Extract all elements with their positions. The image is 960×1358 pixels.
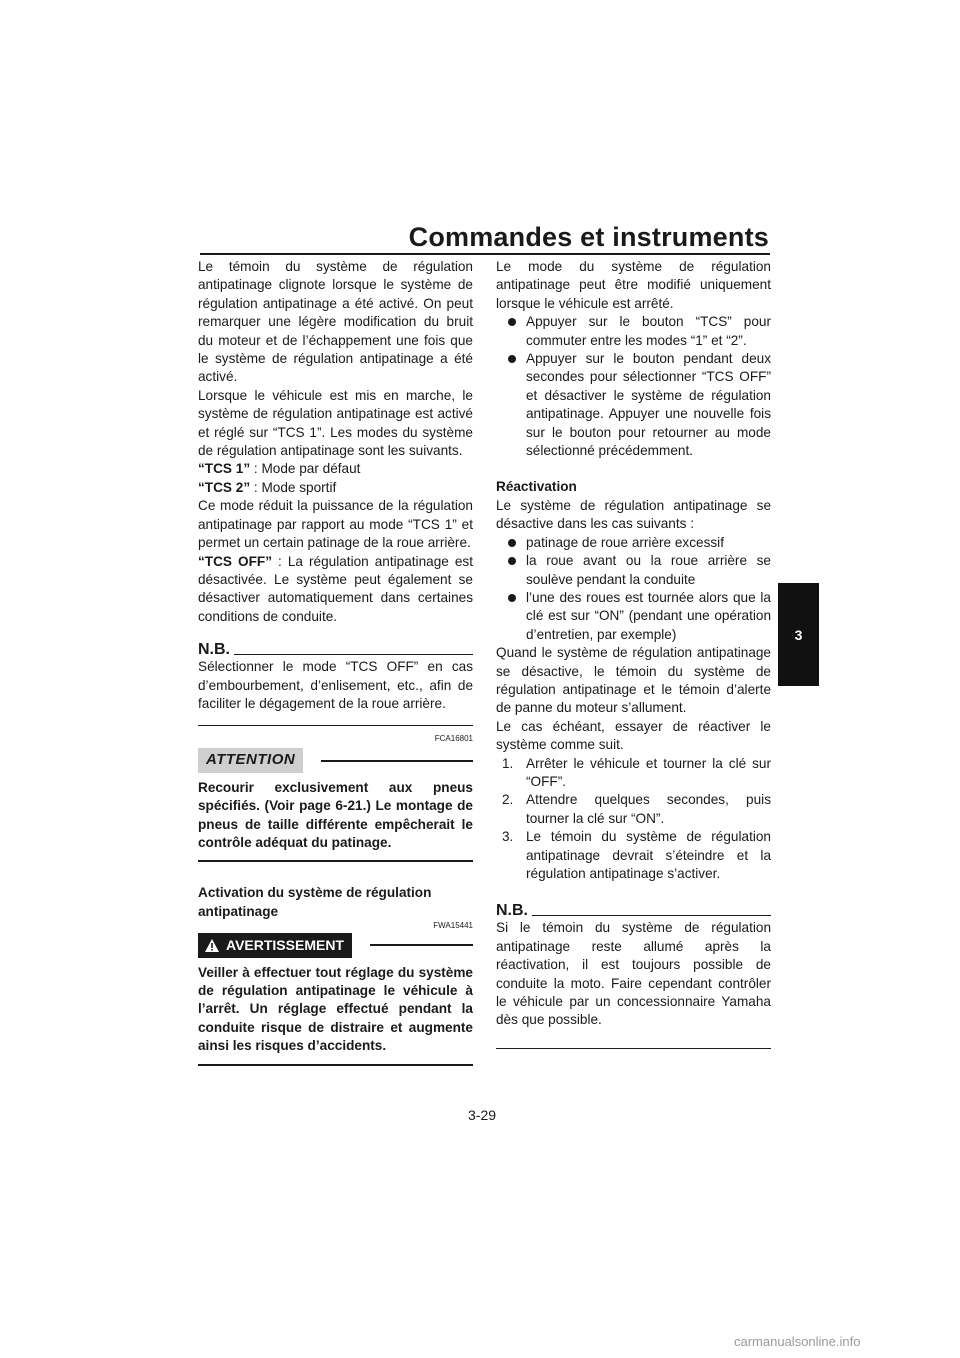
- list-item: la roue avant ou la roue arrière se soulève pendant la conduite: [496, 552, 771, 589]
- warning-triangle-icon: [204, 938, 220, 953]
- warning-code: FWA15441: [433, 921, 473, 931]
- step-item: 3. Le témoin du système de régulation antipatinage devrait s’éteindre et la régulation antipatinage s’activer.: [502, 829, 771, 881]
- nb-text: Si le témoin du système de régulation antipatinage reste allumé après la réactivation, il est toujours possible de conduite la moto. Faire cependant contrôler le véhicule par un concessionnaire Yamaha dès que possible.: [496, 920, 771, 1028]
- nb-label: N.B.: [198, 641, 230, 659]
- nb-end-rule: [496, 1048, 771, 1049]
- mode-label: “TCS 2”: [198, 479, 251, 495]
- paragraph: Le cas échéant, essayer de réactiver le système comme suit.: [496, 718, 771, 753]
- nb-rule: [532, 915, 771, 916]
- paragraph: Quand le système de régulation antipatinage se désactive, le témoin du système de régulation antipatinage et le témoin d’alerte de panne du moteur s’allument.: [496, 645, 771, 716]
- bullet-icon: [508, 318, 516, 326]
- chapter-tab: 3: [778, 583, 819, 686]
- attention-code: FCA16801: [434, 734, 473, 744]
- paragraph: Le témoin du système de régulation antipatinage clignote lorsque le système de régulation antipatinage a été activé. On peut remarquer une légère modification du bruit du moteur et de l’échappement une fois que le système de régulation antipatinage a été activé.: [198, 259, 473, 385]
- attention-end-rule: [198, 860, 473, 862]
- paragraph: Lorsque le véhicule est mis en marche, le système de régulation antipatinage est activé et réglé sur “TCS 1”. Les modes du système de régulation antipatinage sont les suivants.: [198, 387, 473, 459]
- warning-label: AVERTISSEMENT: [226, 937, 344, 954]
- list-item: l’une des roues est tournée alors que la clé est sur “ON” (pendant une opération d’entretien, par exemple): [496, 589, 771, 644]
- attention-badge: ATTENTION: [198, 748, 303, 772]
- nb-end-rule: [198, 725, 473, 726]
- mode-text: : Mode par défaut: [250, 461, 361, 477]
- bullet-icon: [508, 355, 516, 363]
- nb-label: N.B.: [496, 902, 528, 920]
- warning-rule: [370, 944, 473, 946]
- bullet-icon: [508, 557, 516, 565]
- bullet-icon: [508, 594, 516, 602]
- section-heading-activation: Activation du système de régulation antipatinage: [198, 885, 432, 919]
- nb-heading: [198, 636, 473, 658]
- header-rule: [200, 253, 770, 255]
- right-column: [496, 258, 771, 1049]
- warning-end-rule: [198, 1064, 473, 1066]
- warning-text: Veiller à effectuer tout réglage du système de régulation antipatinage le véhicule à l’arrêt. Un réglage effectué pendant la conduite risque de distraire et augmente ainsi les risques d’accidents.: [198, 964, 473, 1054]
- warning-heading: [198, 933, 473, 957]
- paragraph: Ce mode réduit la puissance de la régulation antipatinage par rapport au mode “TCS 1” et permet un certain patinage de la roue arrière.: [198, 498, 473, 551]
- paragraph: Le système de régulation antipatinage se désactive dans les cas suivants :: [496, 497, 771, 532]
- attention-heading: [198, 748, 473, 772]
- attention-rule: [321, 760, 473, 762]
- list-item: patinage de roue arrière excessif: [496, 534, 771, 552]
- footer-watermark: carmanualsonline.info: [734, 1334, 861, 1349]
- page-number: 3-29: [468, 1107, 497, 1123]
- paragraph: Le mode du système de régulation antipatinage peut être modifié uniquement lorsque le véhicule est arrêté.: [496, 259, 771, 311]
- bullet-icon: [508, 539, 516, 547]
- step-item: 2. Attendre quelques secondes, puis tourner la clé sur “ON”.: [502, 792, 771, 826]
- nb-heading: [496, 897, 771, 919]
- mode-tcs1: [198, 460, 473, 478]
- reactivation-steps: [496, 755, 771, 884]
- list-item: Appuyer sur le bouton pendant deux secondes pour sélectionner “TCS OFF” et désactiver le système de régulation antipatinage. Appuyer une nouvelle fois sur le bouton pour retourner au mode sélectionné précédemment.: [496, 350, 771, 460]
- mode-tcs2: [198, 479, 473, 497]
- step-item: 1. Arrêter le véhicule et tourner la clé sur “OFF”.: [502, 755, 771, 789]
- warning-badge: [198, 933, 352, 957]
- left-column: [198, 258, 473, 1066]
- nb-text: Sélectionner le mode “TCS OFF” en cas d’embourbement, d’enlisement, etc., afin de faciliter le dégagement de la roue arrière.: [198, 659, 473, 711]
- mode-text: : La régulation antipatinage est désactivée. Le système peut également se désactiver automatiquement dans certaines conditions de conduite.: [198, 553, 473, 624]
- mode-text: : Mode sportif: [250, 479, 337, 495]
- mode-change-list: [496, 313, 771, 460]
- mode-tcsoff: [198, 553, 473, 627]
- nb-rule: [234, 654, 473, 655]
- mode-label: “TCS 1”: [198, 461, 251, 477]
- attention-text: Recourir exclusivement aux pneus spécifiés. (Voir page 6-21.) Le montage de pneus de taille différente empêcherait le contrôle adéquat du patinage.: [198, 779, 473, 850]
- mode-label: “TCS OFF”: [198, 553, 272, 569]
- page-title: Commandes et instruments: [408, 222, 769, 252]
- list-item: Appuyer sur le bouton “TCS” pour commuter entre les modes “1” et “2”.: [496, 313, 771, 350]
- deactivation-cases-list: [496, 534, 771, 644]
- section-heading-reactivation: Réactivation: [496, 479, 577, 495]
